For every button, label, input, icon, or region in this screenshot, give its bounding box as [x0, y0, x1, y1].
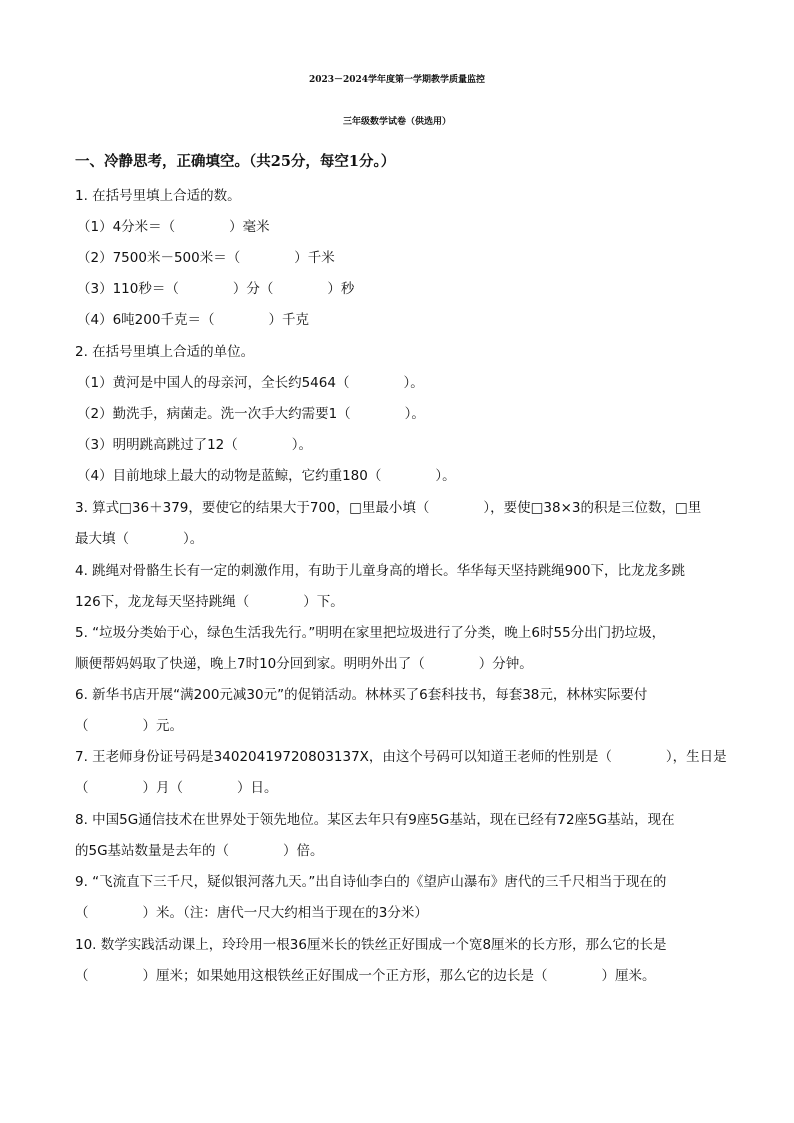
question-7-line-2: （ ）月（ ）日。 [75, 780, 278, 796]
question-4-line-1: 4. 跳绳对骨骼生长有一定的刺激作用，有助于儿童身高的增长。华华每天坚持跳绳900下，比龙龙多跳 [75, 563, 685, 579]
question-2-stem: 2. 在括号里填上合适的单位。 [75, 344, 255, 360]
question-2-part-4: （4）目前地球上最大的动物是蓝鲸，它约重180（ ）。 [77, 468, 456, 484]
question-10-line-2: （ ）厘米；如果她用这根铁丝正好围成一个正方形，那么它的边长是（ ）厘米。 [75, 968, 656, 984]
question-10-line-1: 10. 数学实践活动课上，玲玲用一根36厘米长的铁丝正好围成一个宽8厘米的长方形，那么它的长是 [75, 937, 667, 953]
question-1-part-2: （2）7500米－500米＝（ ）千米 [77, 250, 335, 266]
question-1-part-4: （4）6吨200千克＝（ ）千克 [77, 312, 309, 328]
question-4-line-2: 126下，龙龙每天坚持跳绳（ ）下。 [75, 594, 344, 610]
question-8-line-2: 的5G基站数量是去年的（ ）倍。 [75, 843, 324, 859]
question-1-stem: 1. 在括号里填上合适的数。 [75, 188, 241, 204]
question-5-line-1: 5. “垃圾分类始于心，绿色生活我先行。”明明在家里把垃圾进行了分类，晚上6时55分出门扔垃圾， [75, 625, 666, 641]
question-6-line-1: 6. 新华书店开展“满200元减30元”的促销活动。林林买了6套科技书，每套38元，林林实际要付 [75, 687, 648, 703]
question-7-line-1: 7. 王老师身份证号码是34020419720803137X，由这个号码可以知道王老师的性别是（ ），生日是 [75, 749, 727, 765]
section-heading: 一、冷静思考，正确填空。（共25分，每空1分。） [75, 153, 396, 170]
question-9-line-2: （ ）米。（注：唐代一尺大约相当于现在的3分米） [75, 905, 428, 921]
question-1-part-1: （1）4分米＝（ ）毫米 [77, 219, 270, 235]
page-subtitle: 三年级数学试卷（供选用） [342, 117, 451, 127]
question-2-part-1: （1）黄河是中国人的母亲河，全长约5464（ ）。 [77, 375, 424, 391]
question-3-line-2: 最大填（ ）。 [75, 531, 204, 547]
question-8-line-1: 8. 中国5G通信技术在世界处于领先地位。某区去年只有9座5G基站，现在已经有72座5G基站，现在 [75, 812, 675, 828]
page-title: 2023－2024学年度第一学期教学质量监控 [308, 75, 486, 85]
question-5-line-2: 顺便帮妈妈取了快递，晚上7时10分回到家。明明外出了（ ）分钟。 [75, 656, 533, 672]
question-2-part-2: （2）勤洗手，病菌走。洗一次手大约需要1（ ）。 [77, 406, 425, 422]
question-6-line-2: （ ）元。 [75, 718, 183, 734]
question-1-part-3: （3）110秒＝（ ）分（ ）秒 [77, 281, 355, 297]
question-9-line-1: 9. “飞流直下三千尺，疑似银河落九天。”出自诗仙李白的《望庐山瀑布》唐代的三千尺相当于现在的 [75, 874, 667, 890]
question-3-line-1: 3. 算式□36＋379，要使它的结果大于700，□里最小填（ ），要使□38×3的积是三位数，□里 [75, 500, 702, 516]
question-2-part-3: （3）明明跳高跳过了12（ ）。 [77, 437, 313, 453]
